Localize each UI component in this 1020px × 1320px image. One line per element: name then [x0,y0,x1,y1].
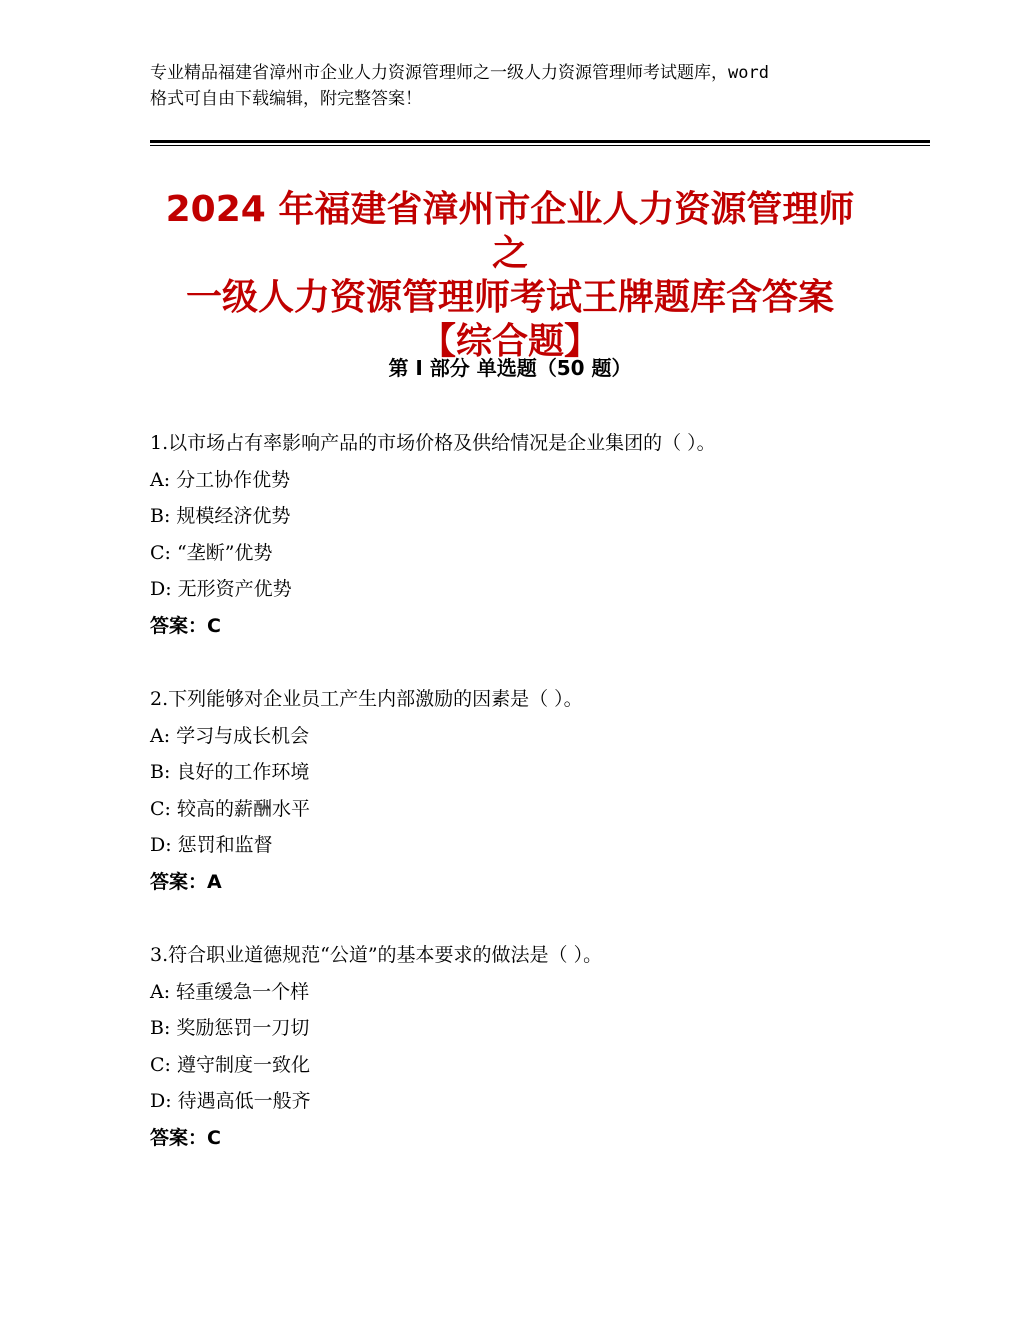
question-list [150,425,880,1193]
question-3 [150,937,880,1156]
option-c: C: 较高的薪酬水平 [150,797,310,820]
header-note-line-2: 格式可自由下载编辑，附完整答案！ [150,89,422,109]
header-note [150,60,880,112]
question-stem: 2.下列能够对企业员工产生内部激励的因素是（ ）。 [150,688,583,710]
header-divider-thick [150,140,930,143]
answer: 答案：C [150,614,221,637]
option-a: A: 分工协作优势 [150,468,291,491]
option-d: D: 无形资产优势 [150,578,292,600]
document-title [150,188,870,364]
option-a: A: 学习与成长机会 [150,724,310,747]
option-a: A: 轻重缓急一个样 [150,980,310,1003]
header-divider-thin [150,145,930,146]
question-stem: 3.符合职业道德规范“公道”的基本要求的做法是（ ）。 [150,944,603,966]
option-b: B: 规模经济优势 [150,505,291,527]
option-c: C: 遵守制度一致化 [150,1053,310,1076]
option-b: B: 良好的工作环境 [150,761,310,783]
option-d: D: 惩罚和监督 [150,834,273,856]
option-d: D: 待遇高低一般齐 [150,1090,311,1112]
title-line-2: 一级人力资源管理师考试王牌题库含答案 [185,277,834,318]
option-c: C: “垄断”优势 [150,541,273,564]
section-heading: 第 I 部分 单选题（50 题） [388,356,632,380]
question-stem: 1.以市场占有率影响产品的市场价格及供给情况是企业集团的（ ）。 [150,432,716,454]
title-line-1: 2024 年福建省漳州市企业人力资源管理师之 [165,189,855,274]
answer: 答案：C [150,1126,221,1149]
answer: 答案：A [150,870,222,893]
question-2 [150,681,880,900]
option-b: B: 奖励惩罚一刀切 [150,1017,310,1039]
header-note-line-1: 专业精品福建省漳州市企业人力资源管理师之一级人力资源管理师考试题库，word [150,63,769,83]
title-line-3: 【综合题】 [419,321,600,362]
question-1 [150,425,880,644]
